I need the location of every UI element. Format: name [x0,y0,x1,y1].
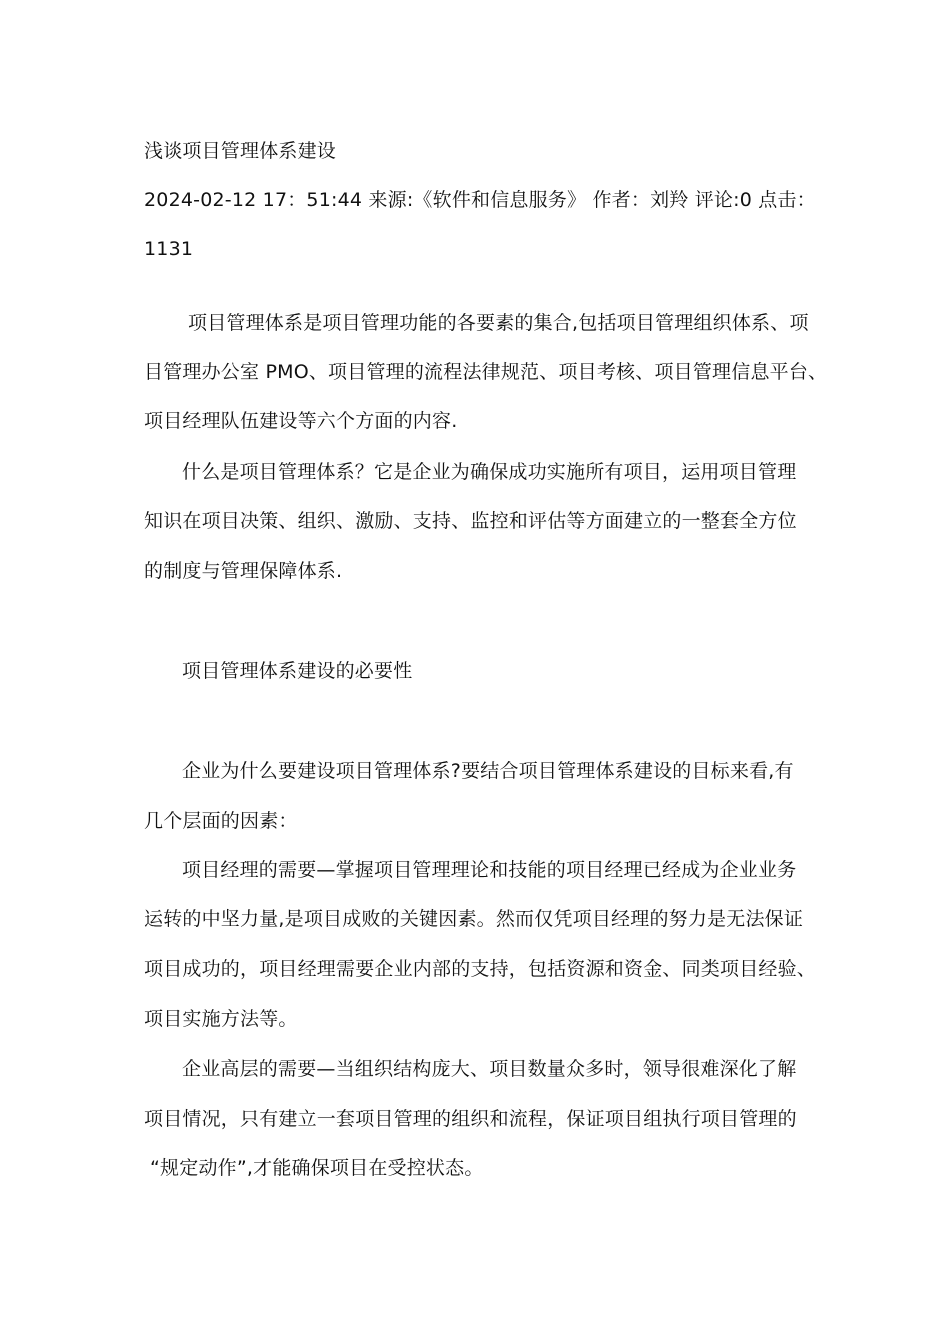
article-meta: 2024-02-12 17：51:44 来源:《软件和信息服务》 作者：刘羚 评论:0 点击： [144,189,816,211]
article-title: 浅谈项目管理体系建设 [144,140,337,162]
paragraph-line: 知识在项目决策、组织、激励、支持、监控和评估等方面建立的一整套全方位 [144,510,797,532]
paragraph-line: 什么是项目管理体系？它是企业为确保成功实施所有项目，运用项目管理 [182,461,797,483]
paragraph-line: “规定动作”,才能确保项目在受控状态。 [150,1157,484,1179]
article-meta-clicks: 1131 [144,238,194,260]
paragraph-line: 项目管理体系是项目管理功能的各要素的集合,包括项目管理组织体系、项 [188,312,809,334]
paragraph-line: 项目实施方法等。 [144,1008,298,1030]
paragraph-line: 目管理办公室 PMO、项目管理的流程法律规范、项目考核、项目管理信息平台、 [144,361,828,383]
paragraph-line: 企业高层的需要—当组织结构庞大、项目数量众多时，领导很难深化了解 [182,1058,797,1080]
paragraph-line: 几个层面的因素： [144,810,298,832]
paragraph-line: 企业为什么要建设项目管理体系?要结合项目管理体系建设的目标来看,有 [182,760,794,782]
section-heading: 项目管理体系建设的必要性 [182,660,413,682]
paragraph-line: 的制度与管理保障体系. [144,560,343,582]
paragraph-line: 项目经理的需要—掌握项目管理理论和技能的项目经理已经成为企业业务 [182,859,797,881]
paragraph-line: 项目成功的，项目经理需要企业内部的支持，包括资源和资金、同类项目经验、 [144,958,817,980]
paragraph-line: 运转的中坚力量,是项目成败的关键因素。然而仅凭项目经理的努力是无法保证 [144,908,804,930]
paragraph-line: 项目情况，只有建立一套项目管理的组织和流程，保证项目组执行项目管理的 [144,1108,797,1130]
paragraph-line: 项目经理队伍建设等六个方面的内容. [144,410,458,432]
